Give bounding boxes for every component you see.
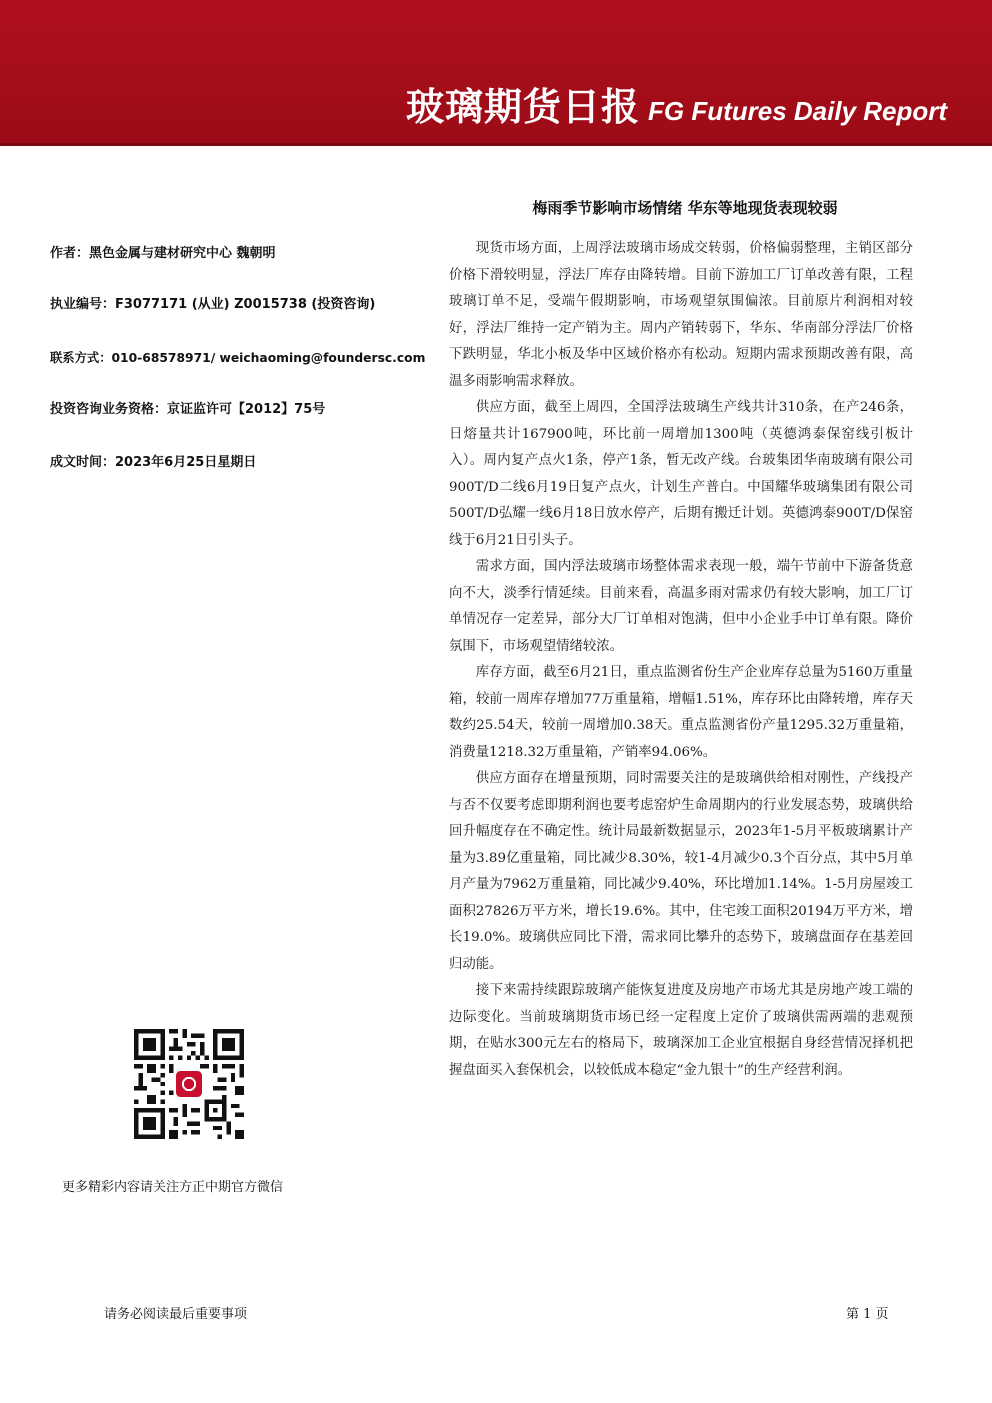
article-title: 梅雨季节影响市场情绪 华东等地现货表现较弱 <box>532 199 838 217</box>
paragraph-inventory: 库存方面，截至6月21日，重点监测省份生产企业库存总量为5160万重量箱，较前一周库存增加77万重量箱，增幅1.51%，库存环比由降转增，库存天数约25.54天，较前一周增加0.38天。重点监测省份产量1295.32万重量箱，消费量1218.32万重量箱，产销率94.06%。 <box>449 665 913 760</box>
paragraph-supply: 供应方面，截至上周四，全国浮法玻璃生产线共计310条，在产246条，日熔量共计167900吨，环比前一周增加1300吨（英德鸿泰保窑线引板计入）。周内复产点火1条，停产1条，暂无改产线。台玻集团华南玻璃有限公司900T/D二线6月19日复产点火，计划生产普白。中国耀华玻璃集团有限公司500T/D弘耀一线6月18日放水停产，后期有搬迁计划。英德鸿泰900T/D保窑线于6月21日引头子。 <box>449 400 913 548</box>
header-divider <box>0 143 992 146</box>
paragraph-spot-market: 现货市场方面，上周浮法玻璃市场成交转弱，价格偏弱整理，主销区部分价格下滑较明显，浮法厂库存由降转增。目前下游加工厂订单改善有限，工程玻璃订单不足，受端午假期影响，市场观望氛围偏浓。目前原片利润相对较好，浮法厂维持一定产销为主。周内产销转弱下，华东、华南部分浮法厂价格下跌明显，华北小板及华中区域价格亦有松动。短期内需求预期改善有限，高温多雨影响需求释放。 <box>449 241 913 389</box>
page-number: 第 1 页 <box>846 1307 889 1322</box>
header-banner <box>0 0 992 143</box>
report-title-en: FG Futures Daily Report <box>648 96 948 126</box>
paragraph-strategy: 接下来需持续跟踪玻璃产能恢复进度及房地产市场尤其是房地产竣工端的边际变化。当前玻璃期货市场已经一定程度上定价了玻璃供需两端的悲观预期，在贴水300元左右的格局下，玻璃深加工企业宜根据自身经营情况择机把握盘面买入套保机会，以较低成本稳定“金九银十”的生产经营利润。 <box>449 983 913 1078</box>
date-line: 成文时间：2023年6月25日星期日 <box>50 455 257 470</box>
qr-caption: 更多精彩内容请关注方正中期官方微信 <box>62 1180 284 1195</box>
report-title-cn: 玻璃期货日报 <box>406 85 641 129</box>
qualification-line: 投资咨询业务资格：京证监许可【2012】75号 <box>50 402 326 417</box>
license-line: 执业编号：F3077171 (从业) Z0015738 (投资咨询) <box>50 297 376 312</box>
contact-line: 联系方式：010-68578971/ weichaoming@foundersc.com <box>50 351 426 365</box>
paragraph-demand: 需求方面，国内浮法玻璃市场整体需求表现一般，端午节前中下游备货意向不大，淡季行情延续。目前来看，高温多雨对需求仍有较大影响，加工厂订单情况存一定差异，部分大厂订单相对饱满，但中小企业手中订单有限。降价氛围下，市场观望情绪较浓。 <box>449 559 913 654</box>
article-body <box>449 236 913 1084</box>
paragraph-outlook: 供应方面存在增量预期，同时需要关注的是玻璃供给相对刚性，产线投产与否不仅要考虑即期利润也要考虑窑炉生命周期内的行业发展态势，玻璃供给回升幅度存在不确定性。统计局最新数据显示，2023年1-5月平板玻璃累计产量为3.89亿重量箱，同比减少8.30%，较1-4月减少0.3个百分点，其中5月单月产量为7962万重量箱，同比减少9.40%，环比增加1.14%。1-5月房屋竣工面积27826万平方米，增长19.6%。其中，住宅竣工面积20194万平方米，增长19.0%。玻璃供应同比下滑，需求同比攀升的态势下，玻璃盘面存在基差回归动能。 <box>449 771 913 972</box>
author-line: 作者：黑色金属与建材研究中心 魏朝明 <box>50 246 276 261</box>
footer-notice: 请务必阅读最后重要事项 <box>104 1307 248 1322</box>
qr-code-icon <box>134 1029 244 1139</box>
